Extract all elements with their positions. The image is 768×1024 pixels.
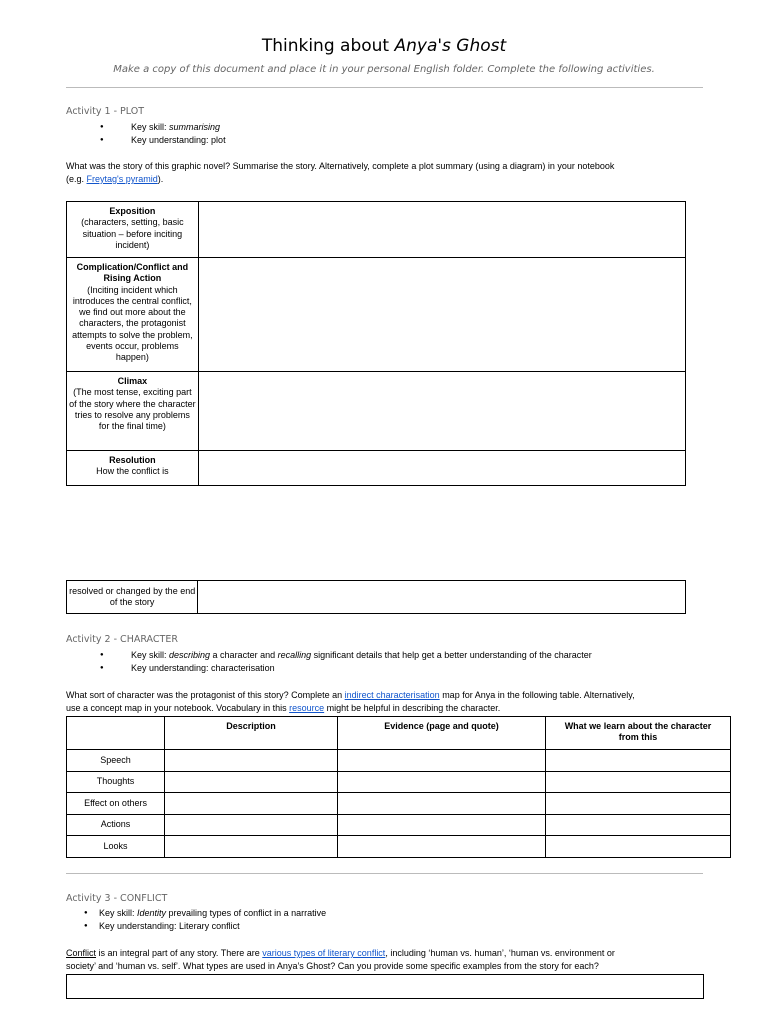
plot-label-desc: (Inciting incident which introduces the central conflict, we find out more about the characters, the protagonist attempts to solve the problem, events occur, problems happen) [72,284,193,363]
character-cell[interactable] [165,793,338,815]
character-cell[interactable] [337,793,545,815]
character-cell[interactable] [545,750,730,772]
character-row [67,793,731,815]
character-cell[interactable] [337,750,545,772]
plot-label-continued: resolved or changed by the end of the story [67,581,198,614]
character-cell[interactable] [545,836,730,858]
plot-answer-cell[interactable] [198,372,685,451]
plot-table [66,201,686,486]
plot-answer-cell[interactable] [198,451,685,486]
activity1-bullet-skill [100,121,226,134]
bullet-text: a character and [210,650,278,660]
question-line2 [66,173,706,186]
bullet-emph: summarising [169,122,221,132]
character-row [67,815,731,836]
plot-table-continued [66,580,686,614]
activity3-bullet-skill [84,907,326,920]
character-cell[interactable] [337,772,545,793]
character-cell[interactable] [545,793,730,815]
question-pre: use a concept map in your notebook. Vocabulary in this [66,703,290,713]
character-row-label: Actions [67,815,165,836]
question-pre: (e.g. [66,174,87,184]
divider [66,873,703,874]
question-mid: map for Anya in the following table. Alternatively, [439,690,635,700]
plot-label-desc: (The most tense, exciting part of the story where the character tries to resolve any problems for the final time) [69,387,196,432]
character-header-description: Description [165,717,338,750]
paragraph-text: , including ‘human vs. human’, ‘human vs. environment or [385,948,615,958]
character-row-label: Speech [67,750,165,772]
bullet-text: Key skill: [131,122,170,132]
activity1-bullet-understanding [100,134,226,147]
plot-label-title: Climax [117,376,148,386]
character-cell[interactable] [165,836,338,858]
character-row [67,772,731,793]
title-prefix: Thinking about [261,36,395,56]
plot-row-exposition [67,202,686,258]
conflict-link[interactable]: Conflict [66,948,97,958]
character-row-label: Effect on others [67,793,165,815]
character-cell[interactable] [337,815,545,836]
bullet-emph: Identity [137,908,167,918]
character-row [67,836,731,858]
conflict-answer-box[interactable] [66,974,704,999]
plot-row-climax [67,372,686,451]
plot-label [67,372,199,451]
indirect-characterisation-link[interactable]: indirect characterisation [344,690,440,700]
paragraph-line1 [66,947,706,960]
character-header-row [67,717,731,750]
character-cell[interactable] [165,772,338,793]
plot-label [67,202,199,258]
character-cell[interactable] [545,815,730,836]
plot-label-title: Complication/Conflict and Rising Action [76,262,189,284]
activity2-bullet-understanding: ● Key understanding: characterisation [100,662,592,675]
activity2-bullet-skill [100,649,592,662]
plot-label-desc: (characters, setting, basic situation – before inciting incident) [81,217,184,250]
divider [66,87,703,88]
activity1-question [66,160,706,186]
character-table [66,716,731,858]
character-cell[interactable] [545,772,730,793]
plot-row-resolution-continued [67,581,686,614]
plot-answer-cell[interactable] [198,202,685,258]
character-cell[interactable] [337,836,545,858]
resource-link[interactable]: resource [289,703,325,713]
activity2-question [66,689,716,715]
plot-answer-cell[interactable] [198,581,686,614]
plot-label-title: Resolution [109,455,156,465]
activity3-paragraph [66,947,706,973]
question-line1: What was the story of this graphic novel? Summarise the story. Alternatively, complete a plot summary (using a diagram) in your notebook [66,161,615,171]
plot-row-complication [67,258,686,372]
activity1-heading: Activity 1 - PLOT [66,106,145,117]
character-cell[interactable] [165,750,338,772]
bullet-text: prevailing types of conflict in a narrative [166,908,327,918]
question-post: ). [157,174,164,184]
question-post: might be helpful in describing the character. [324,703,501,713]
plot-label-title: Exposition [109,206,156,216]
bullet-text: significant details that help get a better understanding of the character [311,650,592,660]
character-row-label: Looks [67,836,165,858]
page-title [0,36,768,56]
plot-answer-cell[interactable] [198,258,685,372]
paragraph-text: is an integral part of any story. There are [96,948,263,958]
activity2-bullets [100,649,592,675]
plot-label [67,451,199,486]
character-cell[interactable] [165,815,338,836]
page-subtitle: Make a copy of this document and place it in your personal English folder. Complete the following activities. [113,64,655,75]
literary-conflict-link[interactable]: various types of literary conflict [262,948,386,958]
character-header-learn: What we learn about the character from this [545,717,730,750]
bullet-text: Key skill: [131,650,170,660]
question-line2 [66,702,716,715]
bullet-emph: describing [169,650,211,660]
bullet-text: Key understanding: plot [131,135,226,145]
character-row [67,750,731,772]
character-header-blank [67,717,165,750]
plot-label-desc: How the conflict is [96,466,169,477]
question-line1 [66,689,716,702]
activity3-heading: Activity 3 - CONFLICT [66,893,168,904]
title-book: Anya's Ghost [394,36,507,56]
activity2-heading: Activity 2 - CHARACTER [66,634,178,645]
character-header-evidence: Evidence (page and quote) [337,717,545,750]
bullet-text: Key skill: [99,908,138,918]
freytag-link[interactable]: Freytag's pyramid [86,174,158,184]
character-row-label: Thoughts [67,772,165,793]
paragraph-line2: society’ and ‘human vs. self’. What types are used in Anya’s Ghost? Can you provide some specific examples from the story for each? [66,961,599,971]
question-pre: What sort of character was the protagonist of this story? Complete an [66,690,345,700]
activity3-bullet-understanding: ● Key understanding: Literary conflict [84,920,326,933]
bullet-emph: recalling [277,650,312,660]
plot-row-resolution [67,451,686,486]
activity1-bullets [100,121,226,147]
plot-label [67,258,199,372]
activity3-bullets [84,907,326,933]
